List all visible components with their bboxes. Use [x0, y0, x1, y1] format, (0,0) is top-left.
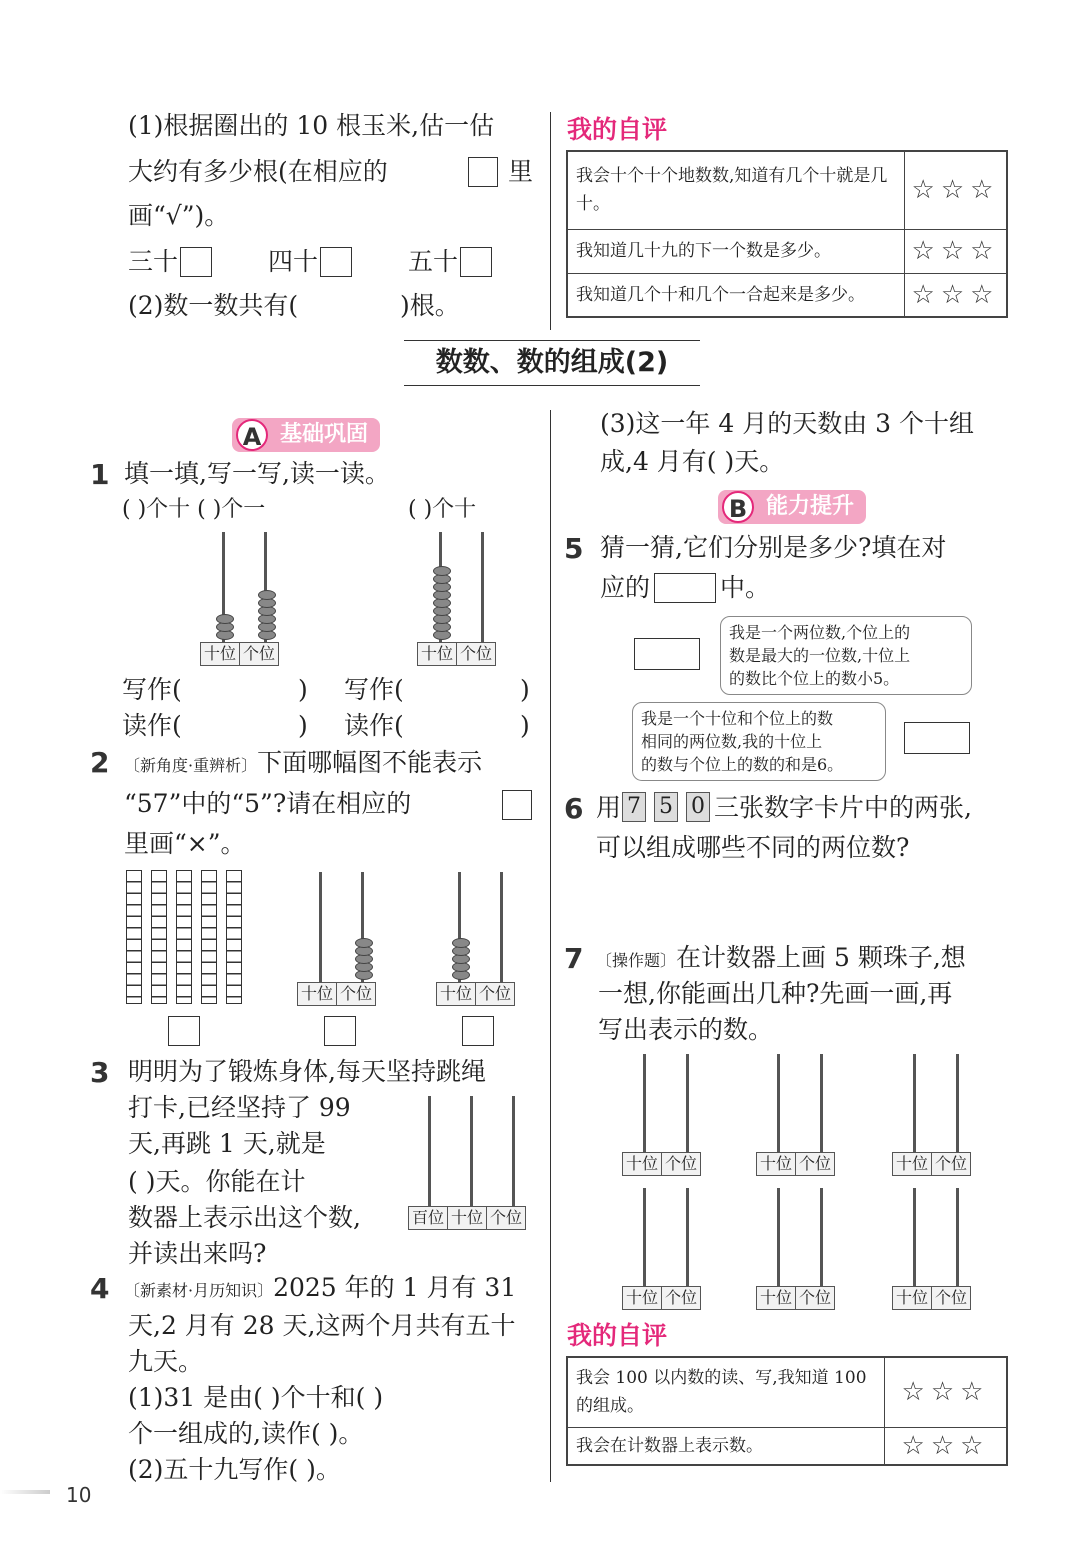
place-label: 十位: [418, 643, 457, 665]
bead: [433, 566, 451, 576]
q7-line2: 一想,你能画出几种?先画一画,再: [598, 979, 953, 1008]
rod-ones: [481, 532, 484, 642]
section-title: 数数、数的组成(2): [404, 340, 700, 386]
question-number: 3: [90, 1056, 110, 1089]
rod-tens: [913, 1188, 916, 1286]
section-a-badge: [232, 418, 380, 452]
place-label: 个位: [457, 643, 495, 665]
eval-item: 我知道几十九的下一个数是多少。: [567, 229, 905, 273]
question-number: 1: [90, 458, 110, 491]
q4-line: 九天。: [128, 1347, 204, 1376]
blank-abacus[interactable]: [756, 1054, 844, 1176]
q4-line: 个一组成的,读作( )。: [128, 1419, 364, 1448]
q-top-count: (2)数一数共有(: [128, 291, 299, 320]
q5-line2b: 中。: [720, 573, 771, 602]
bead: [216, 614, 234, 624]
q4-text: 2025 年的 1 月有 31: [273, 1273, 517, 1302]
abacus-base: [756, 1286, 835, 1310]
place-label: 个位: [932, 1287, 970, 1309]
place-label: 十位: [623, 1153, 662, 1175]
q3-line: 天,再跳 1 天,就是: [128, 1129, 326, 1158]
ten-rod: [176, 870, 192, 1004]
option-label: 三十: [128, 247, 179, 276]
blank-abacus[interactable]: [756, 1188, 844, 1310]
star-rating[interactable]: ☆☆☆: [885, 1357, 1008, 1427]
q1-text: 填一填,写一写,读一读。: [124, 459, 390, 488]
star-rating[interactable]: ☆☆☆: [905, 273, 1008, 317]
q2-line1: [124, 745, 482, 784]
ten-rod: [126, 870, 142, 1004]
q2-text: 下面哪幅图不能表示: [257, 748, 483, 777]
q5-line2a: 应的: [600, 573, 651, 602]
q7-text: 在计数器上画 5 颗珠子,想: [676, 943, 966, 972]
rod-ones: [686, 1054, 689, 1152]
place-label: 十位: [893, 1287, 932, 1309]
q1-sub-right: ( )个十: [408, 497, 477, 522]
q-top-2b: 里: [508, 157, 534, 186]
question-number: 5: [564, 532, 584, 565]
place-label: 个位: [932, 1153, 970, 1175]
q1-sub-left: ( )个十 ( )个一: [122, 497, 266, 522]
read-as: 读作(: [122, 711, 182, 740]
place-label: 十位: [757, 1153, 796, 1175]
answer-box[interactable]: [462, 1016, 494, 1046]
q-top-3: 画“√”)。: [128, 201, 230, 230]
place-label: 十位: [757, 1287, 796, 1309]
abacus-base: [200, 642, 279, 666]
rod-ones: [956, 1054, 959, 1152]
write-as: 写作(: [344, 675, 404, 704]
place-label: 十位: [893, 1153, 932, 1175]
digit-card: 7: [622, 792, 646, 822]
q6-post: 三张数字卡片中的两张,: [714, 793, 972, 822]
self-eval-title: 我的自评: [567, 115, 668, 144]
blank-abacus[interactable]: [892, 1054, 980, 1176]
rod-tens: [777, 1054, 780, 1152]
q4-line1: [124, 1270, 516, 1309]
abacus-base: [436, 982, 515, 1006]
place-label: 个位: [240, 643, 278, 665]
q6-pre: 用: [596, 793, 622, 822]
star-rating[interactable]: ☆☆☆: [905, 229, 1008, 273]
q7-line3: 写出表示的数。: [598, 1015, 774, 1044]
place-label: 个位: [662, 1153, 700, 1175]
close-paren: ): [520, 711, 530, 740]
question-number: 2: [90, 746, 110, 779]
place-label: 个位: [487, 1207, 525, 1229]
place-label: 百位: [409, 1207, 448, 1229]
q3-line: 并读出来吗?: [128, 1239, 267, 1268]
q-top-count-end: )根。: [400, 291, 460, 320]
section-b-badge: [718, 490, 866, 524]
close-paren: ): [298, 675, 308, 704]
blank-abacus[interactable]: [622, 1188, 710, 1310]
q2-tag: 〔新角度·重辨析〕: [124, 756, 258, 775]
blank-abacus[interactable]: [892, 1188, 980, 1310]
q4-sub3-line2: 成,4 月有( )天。: [600, 447, 785, 476]
eval-item: 我会在计数器上表示数。: [567, 1427, 885, 1465]
abacus-base: [892, 1286, 971, 1310]
bubble-line: 相同的两位数,我的十位上: [641, 732, 823, 751]
eval-item: 我知道几个十和几个一合起来是多少。: [567, 273, 905, 317]
rod-ones: [500, 872, 503, 982]
bead: [258, 590, 276, 600]
speech-bubble: [720, 616, 972, 695]
eval-item: 我会 100 以内数的读、写,我知道 100 的组成。: [567, 1357, 885, 1427]
rod-tens: [643, 1054, 646, 1152]
place-label: 十位: [201, 643, 240, 665]
rod-tens: [643, 1188, 646, 1286]
speech-bubble: [632, 702, 886, 781]
answer-box[interactable]: [168, 1016, 200, 1046]
abacus: [297, 872, 385, 1006]
badge-label: 基础巩固: [280, 422, 369, 447]
place-label: 个位: [337, 983, 375, 1005]
q4-line: (1)31 是由( )个十和( ): [128, 1383, 384, 1412]
digit-card: 5: [654, 792, 678, 822]
q3-line: 数器上表示出这个数,: [128, 1203, 361, 1232]
rod-tens: [777, 1188, 780, 1286]
eval-item: 我会十个十个地数数,知道有几个十就是几十。: [567, 151, 905, 229]
abacus-base: [892, 1152, 971, 1176]
page-rule: [0, 1490, 50, 1494]
q3-line: 明明为了锻炼身体,每天坚持跳绳: [128, 1057, 486, 1086]
rod-ones: [820, 1054, 823, 1152]
rod-ones: [820, 1188, 823, 1286]
checkbox-fifty[interactable]: [460, 247, 492, 277]
self-eval-table: [566, 150, 1008, 318]
close-paren: ): [298, 711, 308, 740]
abacus-base: [622, 1286, 701, 1310]
answer-box[interactable]: [324, 1016, 356, 1046]
rod-tens: [470, 1096, 473, 1206]
answer-box[interactable]: [904, 722, 970, 754]
self-eval-table: [566, 1356, 1008, 1466]
bubble-line: 的数比个位上的数小5。: [729, 669, 900, 688]
q4-sub3-line1: (3)这一年 4 月的天数由 3 个十组: [600, 409, 975, 438]
q-top-2a: 大约有多少根(在相应的: [128, 157, 388, 186]
read-as: 读作(: [344, 711, 404, 740]
answer-box[interactable]: [654, 573, 716, 603]
place-label: 个位: [796, 1287, 834, 1309]
star-rating[interactable]: ☆☆☆: [885, 1427, 1008, 1465]
q5-line1: 猜一猜,它们分别是多少?填在对: [600, 533, 947, 562]
bead: [452, 938, 470, 948]
rod-ones: [686, 1188, 689, 1286]
abacus: [200, 532, 288, 666]
rod-ones: [512, 1096, 515, 1206]
q2-line3: 里画“×”。: [124, 829, 246, 858]
column-divider: [550, 112, 551, 330]
badge-label: 能力提升: [766, 494, 855, 519]
digit-card: 0: [686, 792, 710, 822]
self-eval-title: 我的自评: [567, 1321, 668, 1350]
place-label: 十位: [298, 983, 337, 1005]
place-label: 个位: [796, 1153, 834, 1175]
question-number: 7: [564, 942, 584, 975]
ten-rod: [226, 870, 242, 1004]
q4-line: 天,2 月有 28 天,这两个月共有五十: [128, 1311, 516, 1340]
place-label: 个位: [476, 983, 514, 1005]
q2-line2: “57”中的“5”?请在相应的: [124, 789, 412, 818]
star-rating[interactable]: ☆☆☆: [905, 151, 1008, 229]
question-number: 6: [564, 792, 584, 825]
place-label: 个位: [662, 1287, 700, 1309]
write-as: 写作(: [122, 675, 182, 704]
abacus: [417, 532, 505, 666]
rod-ones: [956, 1188, 959, 1286]
abacus-base: [417, 642, 496, 666]
answer-box[interactable]: [502, 790, 532, 820]
q7-line1: [596, 940, 966, 979]
badge-letter: A: [236, 419, 268, 451]
abacus: [436, 872, 524, 1006]
question-number: 4: [90, 1272, 110, 1305]
answer-box[interactable]: [634, 638, 700, 670]
place-label: 十位: [437, 983, 476, 1005]
rod-tens: [319, 872, 322, 982]
ten-rod: [151, 870, 167, 1004]
abacus-base: [297, 982, 376, 1006]
q4-tag: 〔新素材·月历知识〕: [124, 1281, 274, 1300]
rod-tens: [913, 1054, 916, 1152]
q3-line: 打卡,已经坚持了 99: [128, 1093, 351, 1122]
bead: [355, 938, 373, 948]
option-label: 四十: [268, 247, 319, 276]
page-number: 10: [66, 1483, 92, 1507]
abacus-base: [408, 1206, 526, 1230]
q-top-1: (1)根据圈出的 10 根玉米,估一估: [128, 111, 495, 140]
abacus-three-place[interactable]: [408, 1096, 534, 1230]
abacus-base: [756, 1152, 835, 1176]
abacus-base: [622, 1152, 701, 1176]
rod-hundreds: [428, 1096, 431, 1206]
q4-line: (2)五十九写作( )。: [128, 1455, 341, 1484]
bubble-line: 的数与个位上的数的和是6。: [641, 755, 844, 774]
q3-line: ( )天。你能在计: [128, 1167, 306, 1196]
ten-rod: [201, 870, 217, 1004]
q7-tag: 〔操作题〕: [596, 951, 677, 970]
checkbox-thirty[interactable]: [180, 247, 212, 277]
answer-box[interactable]: [468, 157, 498, 187]
bubble-line: 数是最大的一位数,十位上: [729, 646, 911, 665]
option-label: 五十: [408, 247, 459, 276]
bubble-line: 我是一个十位和个位上的数: [641, 709, 834, 728]
place-label: 十位: [448, 1207, 487, 1229]
checkbox-forty[interactable]: [320, 247, 352, 277]
column-divider: [550, 410, 551, 1482]
badge-letter: B: [722, 491, 754, 523]
q6-line2: 可以组成哪些不同的两位数?: [596, 833, 910, 862]
place-label: 十位: [623, 1287, 662, 1309]
bubble-line: 我是一个两位数,个位上的: [729, 623, 911, 642]
blank-abacus[interactable]: [622, 1054, 710, 1176]
close-paren: ): [520, 675, 530, 704]
